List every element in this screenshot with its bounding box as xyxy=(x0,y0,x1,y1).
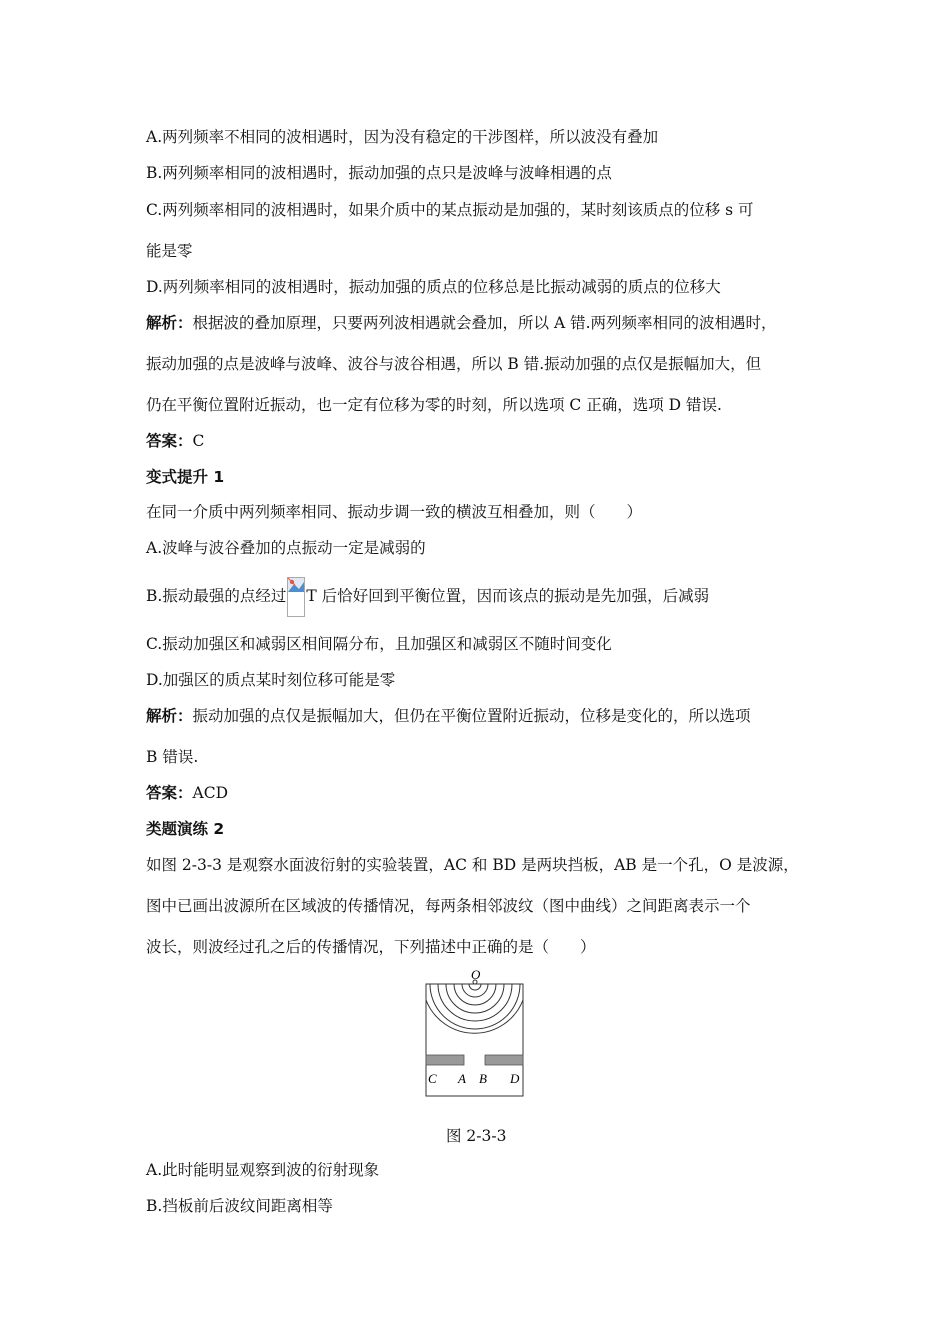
answer-label: 答案： xyxy=(146,432,193,450)
figure-caption: 图 2-3-3 xyxy=(446,1127,507,1145)
variant-title: 变式提升 1 xyxy=(146,468,225,486)
variant-option-a: A.波峰与波谷叠加的点振动一定是减弱的 xyxy=(146,539,426,557)
q1-analysis-line-3: 仍在平衡位置附近振动，也一定有位移为零的时刻，所以选项 C 正确，选项 D 错误. xyxy=(146,396,722,414)
wave-fronts xyxy=(426,984,523,1033)
variant-answer xyxy=(146,783,228,803)
label-b: B xyxy=(479,1071,487,1086)
answer-label: 答案： xyxy=(146,784,193,802)
q1-answer xyxy=(146,431,204,451)
variant-question: 在同一介质中两列频率相同、振动步调一致的横波互相叠加，则（ ） xyxy=(146,503,643,521)
variant-option-d: D.加强区的质点某时刻位移可能是零 xyxy=(146,671,396,689)
analysis-label: 解析： xyxy=(146,707,193,725)
label-o: O xyxy=(471,967,481,982)
variant-option-b-after: T 后恰好回到平衡位置，因而该点的振动是先加强，后减弱 xyxy=(306,587,710,605)
variant-option-b-before: B.振动最强的点经过 xyxy=(146,587,287,605)
variant-analysis-line-1 xyxy=(146,706,751,726)
variant-option-c: C.振动加强区和减弱区相间隔分布，且加强区和减弱区不随时间变化 xyxy=(146,635,612,653)
q1-option-b: B.两列频率相同的波相遇时，振动加强的点只是波峰与波峰相遇的点 xyxy=(146,164,612,182)
wave-diffraction-figure xyxy=(420,966,530,1105)
practice-question-line-1: 如图 2-3-3 是观察水面波衍射的实验装置，AC 和 BD 是两块挡板，AB 是一个孔，O 是波源， xyxy=(146,856,799,874)
variant-analysis-line-2: B 错误. xyxy=(146,748,199,766)
q1-analysis-line-1 xyxy=(146,313,777,333)
q1-analysis-line-2: 振动加强的点是波峰与波峰、波谷与波谷相遇，所以 B 错.振动加强的点仅是振幅加大，但 xyxy=(146,355,762,373)
barrier-bd xyxy=(485,1055,523,1065)
practice-title: 类题演练 2 xyxy=(146,820,225,838)
label-d: D xyxy=(510,1071,520,1086)
q1-option-d: D.两列频率相同的波相遇时，振动加强的质点的位移总是比振动减弱的质点的位移大 xyxy=(146,278,721,296)
label-a: A xyxy=(458,1071,466,1086)
analysis-text: 振动加强的点仅是振幅加大，但仍在平衡位置附近振动，位移是变化的，所以选项 xyxy=(192,707,751,725)
practice-option-b: B.挡板前后波纹间距离相等 xyxy=(146,1197,333,1215)
answer-value: ACD xyxy=(192,784,228,802)
practice-question-line-3: 波长，则波经过孔之后的传播情况，下列描述中正确的是（ ） xyxy=(146,938,596,956)
barrier-ac xyxy=(426,1055,464,1065)
practice-option-a: A.此时能明显观察到波的衍射现象 xyxy=(146,1161,380,1179)
broken-image-icon xyxy=(287,577,305,617)
q1-option-c-cont: 能是零 xyxy=(146,242,193,260)
practice-question-line-2: 图中已画出波源所在区域波的传播情况，每两条相邻波纹（图中曲线）之间距离表示一个 xyxy=(146,897,751,915)
variant-option-b xyxy=(146,576,709,617)
q1-option-c: C.两列频率相同的波相遇时，如果介质中的某点振动是加强的，某时刻该质点的位移 s 可 xyxy=(146,201,754,219)
answer-value: C xyxy=(192,432,205,450)
label-c: C xyxy=(428,1071,437,1086)
analysis-label: 解析： xyxy=(146,314,193,332)
q1-option-a: A.两列频率不相同的波相遇时，因为没有稳定的干涉图样，所以波没有叠加 xyxy=(146,128,659,146)
analysis-text: 根据波的叠加原理，只要两列波相遇就会叠加，所以 A 错.两列频率相同的波相遇时， xyxy=(192,314,777,332)
